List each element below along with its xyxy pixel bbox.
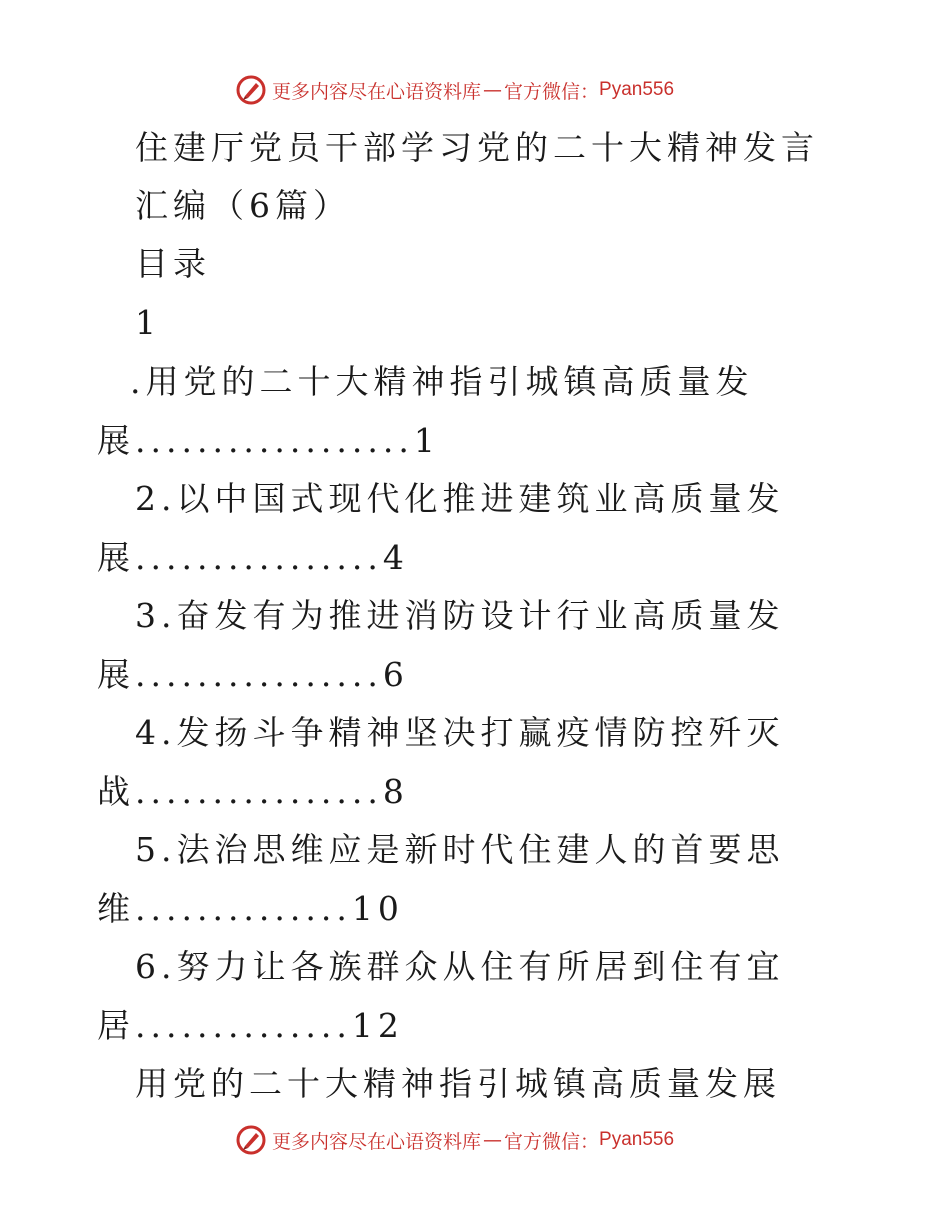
toc-item1-line1: .用党的二十大精神指引城镇高质量发	[130, 362, 754, 401]
doc-title-line2: 汇编（6篇）	[135, 186, 351, 225]
watermark-wechat-label: 官方微信：	[504, 80, 600, 103]
watermark-separator: —	[483, 1129, 503, 1151]
toc-item6-line2: 居..............12	[97, 1006, 404, 1045]
toc-item1-number: 1	[135, 303, 161, 342]
toc-item4-line2: 战................8	[97, 772, 409, 811]
toc-item1-line2: 展..................1	[97, 421, 440, 460]
watermark-wechat-id: Pyan556	[599, 1129, 675, 1150]
watermark-text: 更多内容尽在心语资料库	[272, 80, 482, 103]
watermark-text: 更多内容尽在心语资料库	[272, 1130, 482, 1153]
watermark-wechat-id: Pyan556	[599, 79, 675, 100]
toc-item4-line1: 4.发扬斗争精神坚决打赢疫情防控歼灭	[135, 713, 785, 752]
section-heading: 用党的二十大精神指引城镇高质量发展	[135, 1064, 781, 1103]
header-watermark	[236, 73, 674, 107]
toc-item3-line1: 3.奋发有为推进消防设计行业高质量发	[135, 596, 785, 635]
watermark-separator: —	[483, 79, 503, 101]
toc-heading: 目录	[135, 244, 211, 283]
toc-item3-line2: 展................6	[97, 655, 409, 694]
doc-title-line1: 住建厅党员干部学习党的二十大精神发言	[135, 128, 819, 167]
pen-logo-icon	[236, 75, 266, 105]
pen-logo-icon	[236, 1125, 266, 1155]
toc-item5-line2: 维..............10	[97, 889, 404, 928]
watermark-wechat-label: 官方微信：	[504, 1130, 600, 1153]
toc-item5-line1: 5.法治思维应是新时代住建人的首要思	[135, 830, 785, 869]
toc-item2-line2: 展................4	[97, 538, 409, 577]
toc-item2-line1: 2.以中国式现代化推进建筑业高质量发	[135, 479, 785, 518]
footer-watermark	[236, 1123, 674, 1157]
toc-item6-line1: 6.努力让各族群众从住有所居到住有宜	[135, 947, 785, 986]
